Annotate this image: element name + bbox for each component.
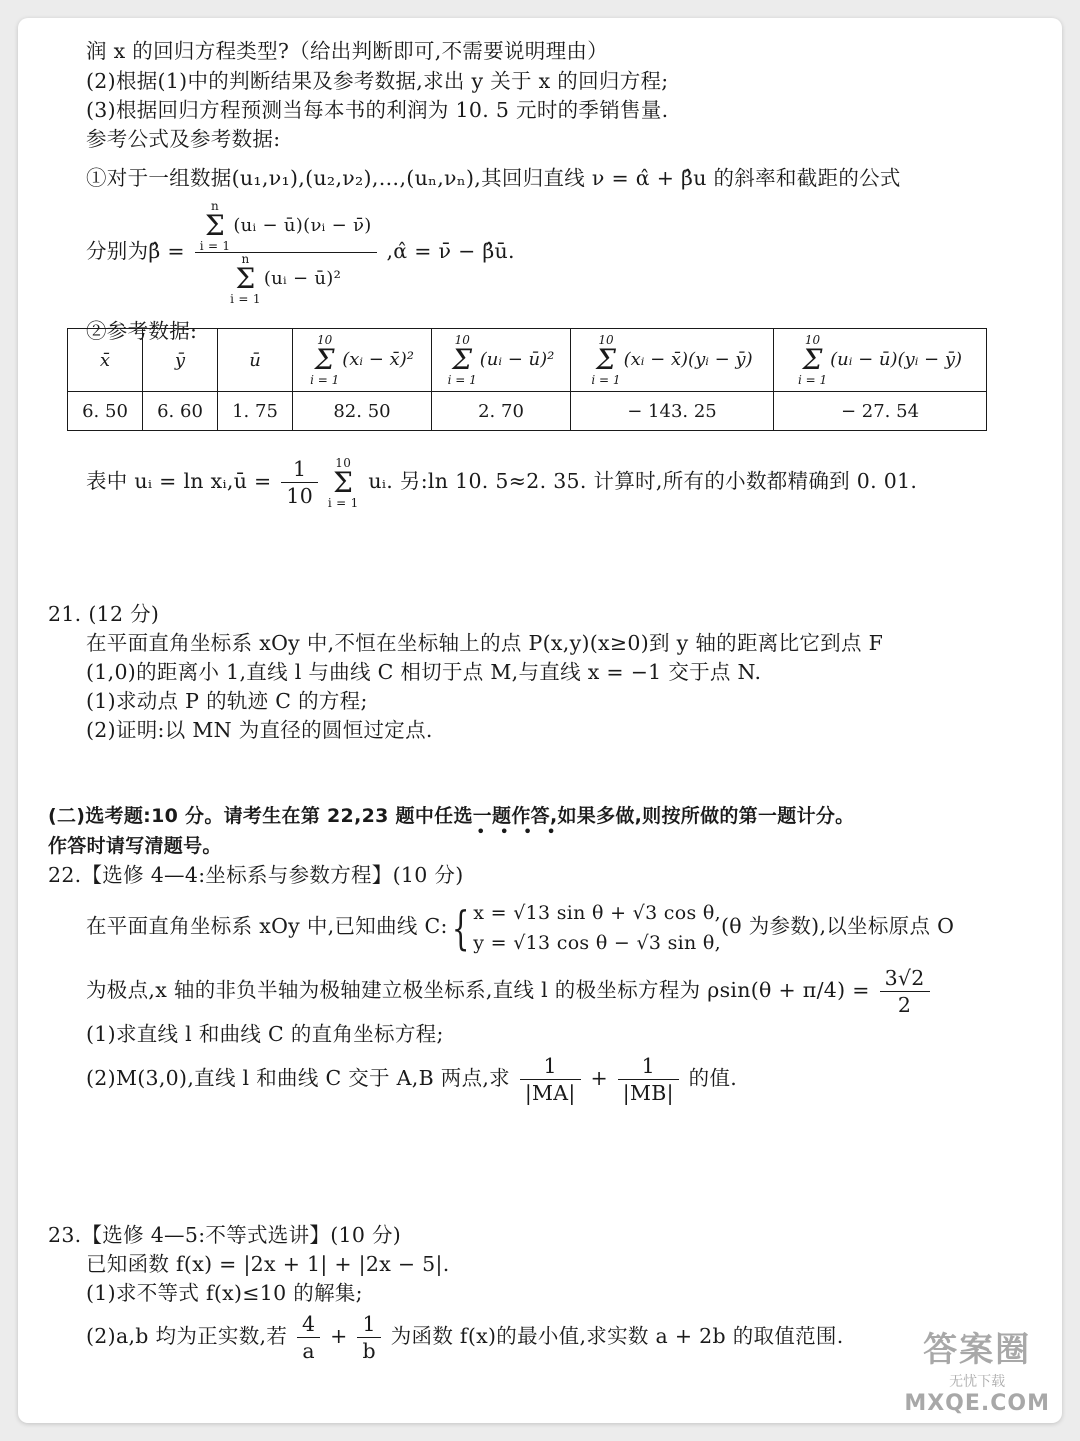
value-sum-uu: 2. 70 [432, 392, 571, 431]
four-over-a: $\frac{4}{a}$ [297, 1311, 320, 1364]
header-sum-uy: 10 Σ i = 1(uᵢ − ū)(yᵢ − ȳ) [774, 329, 987, 392]
q22-part-1: (1)求直线 l 和曲线 C 的直角坐标方程; [86, 1022, 444, 1046]
header-sum-uu: 10 Σ i = 1(uᵢ − ū)² [432, 329, 571, 392]
q20-part-3: (3)根据回归方程预测当每本书的利润为 10. 5 元时的季销售量. [86, 98, 669, 122]
header-u-mean: ū [218, 329, 293, 392]
reference-data-table [67, 328, 987, 431]
q20-line-1: 润 x 的回归方程类型?（给出判断即可,不需要说明理由） [86, 39, 608, 63]
left-brace: { [451, 900, 470, 955]
q20-part-2: (2)根据(1)中的判断结果及参考数据,求出 y 关于 x 的回归方程; [86, 69, 669, 93]
q22-curve-definition: 在平面直角坐标系 xOy 中,已知曲线 C:{ x = √13 sin θ + √3 cos θ, y = √13 cos θ − √3 sin θ, (θ 为参数),以坐标原点 O [86, 896, 954, 956]
q21-part-2: (2)证明:以 MN 为直径的圆恒过定点. [86, 718, 433, 742]
value-sum-xy: − 143. 25 [571, 392, 774, 431]
value-u-mean: 1. 75 [218, 392, 293, 431]
q23-heading: 23.【选修 4—5:不等式选讲】(10 分) [48, 1223, 402, 1247]
q23-part-1: (1)求不等式 f(x)≤10 的解集; [86, 1281, 363, 1305]
q21-heading: 21. (12 分) [48, 602, 160, 626]
value-sum-uy: − 27. 54 [774, 392, 987, 431]
watermark-logo [904, 1322, 1050, 1416]
three-root-two-over-two: $\frac{3√2}{2}$ [880, 965, 930, 1018]
elective-section-note: 作答时请写清题号。 [48, 835, 222, 857]
q21-line-1: 在平面直角坐标系 xOy 中,不恒在坐标轴上的点 P(x,y)(x≥0)到 y 轴的距离比它到点 F [86, 631, 884, 655]
one-over-ma: $\frac{1}{|MA|}$ [520, 1053, 581, 1106]
beta-numerator: n Σ i = 1(uᵢ − ū)(νᵢ − ν̄) [195, 200, 377, 253]
emphasis-dots: •••• [476, 822, 570, 841]
value-y-mean: 6. 60 [143, 392, 218, 431]
q23-part-2: (2)a,b 均为正实数,若 $\frac{4}{a}$ + $\frac{1}{b}$ 为函数 f(x)的最小值,求实数 a + 2b 的取值范围. [86, 1312, 844, 1363]
header-sum-xx: 10 Σ i = 1(xᵢ − x̄)² [293, 329, 432, 392]
q22-heading: 22.【选修 4—4:坐标系与参数方程】(10 分) [48, 863, 464, 887]
watermark-small: 无忧下载 [949, 1374, 1006, 1390]
q21-part-1: (1)求动点 P 的轨迹 C 的方程; [86, 689, 368, 713]
q22-part-2: (2)M(3,0),直线 l 和曲线 C 交于 A,B 两点,求 $\frac{1}{|MA|}$ + $\frac{1}{|MB|}$ 的值. [86, 1054, 738, 1105]
q23-function: 已知函数 f(x) = |2x + 1| + |2x − 5|. [86, 1252, 450, 1276]
beta-fraction [195, 200, 377, 305]
one-tenth-fraction: $\frac{1}{10}$ [281, 456, 318, 509]
header-sum-xy: 10 Σ i = 1(xᵢ − x̄)(yᵢ − ȳ) [571, 329, 774, 392]
one-over-b: $\frac{1}{b}$ [357, 1311, 380, 1364]
reference-data-label: ②参考数据: [86, 319, 198, 343]
sigma-denominator: n Σ i = 1 [230, 252, 261, 306]
beta-denominator: n Σ i = 1(uᵢ − ū)² [230, 252, 342, 306]
value-x-mean: 6. 50 [68, 392, 143, 431]
q22-polar-line: 为极点,x 轴的非负半轴为极轴建立极坐标系,直线 l 的极坐标方程为 ρsin(θ + π/4) = $\frac{3√2}{2}$ [86, 962, 933, 1018]
alpha-formula: ,α̂ = ν̄ − β̂ū. [386, 239, 515, 263]
table-header-row [68, 329, 987, 392]
header-y-mean: ȳ [143, 329, 218, 392]
value-sum-xx: 82. 50 [293, 392, 432, 431]
table-note: 表中 uᵢ = ln xᵢ,ū = $\frac{1}{10}$ 10 Σ i = 1 uᵢ. 另:ln 10. 5≈2. 35. 计算时,所有的小数都精确到 0. 01. [86, 455, 918, 510]
q20-reference-heading: 参考公式及参考数据: [86, 127, 281, 151]
q20-beta-formula [86, 200, 515, 305]
note-sigma: 10 Σ i = 1 [327, 455, 359, 510]
q20-formula-intro: ①对于一组数据(u₁,ν₁),(u₂,ν₂),…,(uₙ,νₙ),其回归直线 ν = α̂ + β̂u 的斜率和截距的公式 [86, 166, 901, 190]
one-over-mb: $\frac{1}{|MB|}$ [618, 1053, 679, 1106]
watermark-title: 答案圈 [923, 1330, 1032, 1370]
table-value-row [68, 392, 987, 431]
watermark-url: MXQE.COM [904, 1391, 1050, 1416]
parametric-system: x = √13 sin θ + √3 cos θ, y = √13 cos θ − √3 sin θ, [473, 901, 721, 954]
header-x-mean: x̄ [68, 329, 143, 392]
q21-line-2: (1,0)的距离小 1,直线 l 与曲线 C 相切于点 M,与直线 x = −1 交于点 N. [86, 660, 762, 684]
theta-paren: (θ + π/4) [750, 978, 846, 1002]
sigma-numerator: n Σ i = 1 [199, 199, 231, 253]
beta-prefix: 分别为β̂ = [86, 239, 185, 263]
elective-section-heading: (二)选考题:10 分。请考生在第 22,23 题中任选一题作答,如果多做,则按所做的第一题计分。 [48, 805, 855, 827]
